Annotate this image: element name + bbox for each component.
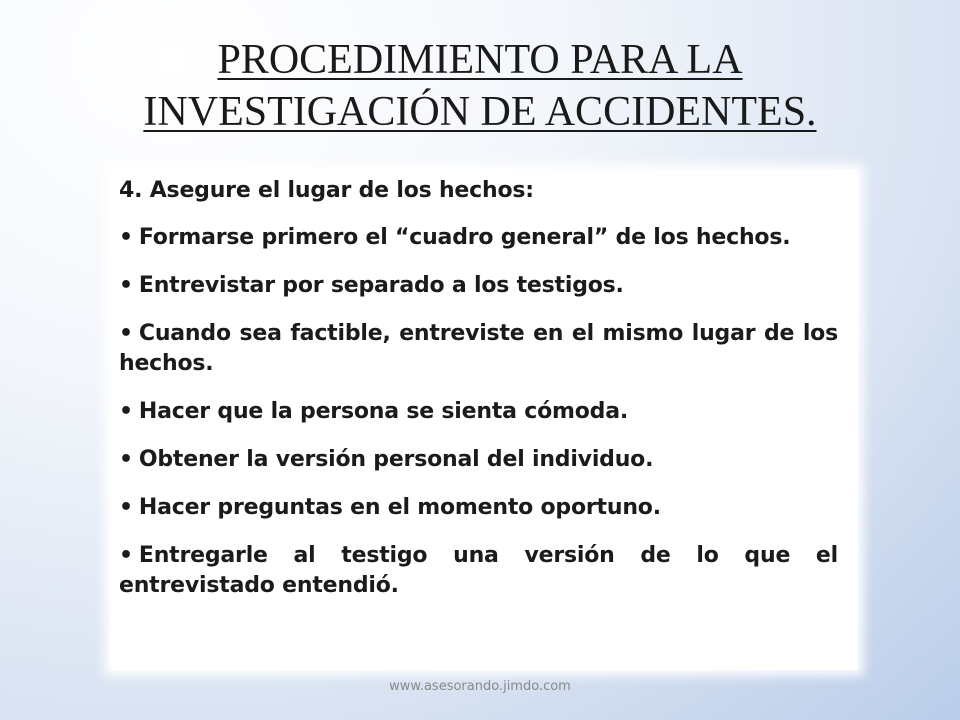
slide-title	[0, 34, 960, 138]
list-item-text: Formarse primero el “cuadro general” de los hechos.	[138, 225, 791, 250]
slide-title-line-1: PROCEDIMIENTO PARA LA	[217, 37, 743, 83]
list-item	[119, 445, 838, 475]
list-item	[119, 541, 838, 601]
bullet-icon: •	[119, 399, 133, 424]
slide-title-line-2: INVESTIGACIÓN DE ACCIDENTES.	[143, 89, 817, 135]
footer-url: www.asesorando.jimdo.com	[389, 679, 571, 694]
list-item-text: Entrevistar por separado a los testigos.	[138, 273, 624, 298]
list-item-text: Cuando sea factible, entreviste en el mismo lugar de los hechos.	[119, 321, 838, 376]
bullet-icon: •	[119, 495, 133, 520]
list-item-text: Hacer preguntas en el momento oportuno.	[138, 495, 661, 520]
bullet-icon: •	[119, 447, 133, 472]
list-item-text: Entregarle al testigo una versión de lo que el entrevistado entendió.	[119, 543, 838, 598]
bullet-icon: •	[119, 273, 133, 298]
section-heading: 4. Asegure el lugar de los hechos:	[119, 178, 534, 203]
list-item	[119, 319, 838, 379]
bullet-icon: •	[119, 321, 133, 346]
list-item	[119, 493, 838, 523]
bullet-icon: •	[119, 543, 133, 568]
list-item	[119, 397, 838, 427]
content-box	[110, 170, 858, 670]
list-item	[119, 223, 838, 253]
list-item-text: Obtener la versión personal del individuo.	[138, 447, 654, 472]
list-item-text: Hacer que la persona se sienta cómoda.	[138, 399, 628, 424]
list-item	[119, 271, 838, 301]
bullet-icon: •	[119, 225, 133, 250]
